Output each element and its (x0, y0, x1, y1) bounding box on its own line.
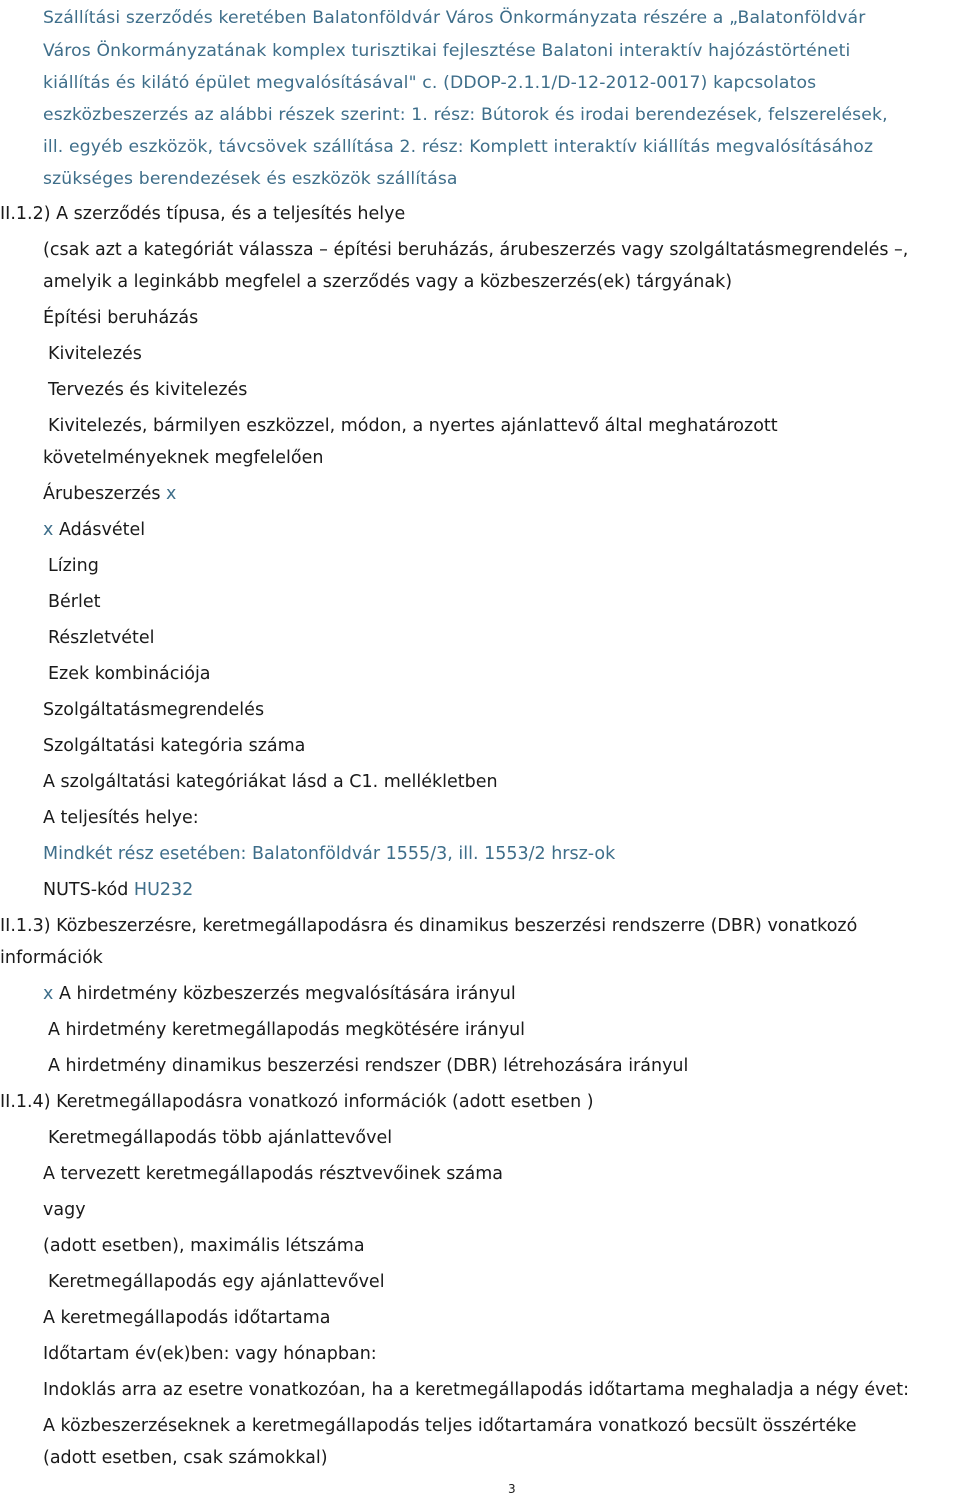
framework-multi-label: Keretmegállapodás több ajánlattevővel (48, 1128, 393, 1148)
works-option-any-means-1: Kivitelezés, bármilyen eszközzel, módon, a nyertes ajánlattevő által meghatározott (48, 416, 778, 436)
section-heading-ii-1-2: II.1.2) A szerződés típusa, és a teljesítés helye (0, 204, 406, 224)
works-option-any-means-2: követelményeknek megfelelően (43, 448, 324, 468)
framework-single-label: Keretmegállapodás egy ajánlattevővel (48, 1272, 385, 1292)
supplies-mark: x (166, 484, 177, 504)
works-label: Építési beruházás (43, 308, 199, 328)
service-category-note: A szolgáltatási kategóriákat lásd a C1. mellékletben (43, 772, 498, 792)
participants-label: A tervezett keretmegállapodás résztvevőinek száma (43, 1164, 503, 1184)
works-option-execution: Kivitelezés (48, 344, 142, 364)
procurement-mark: x (43, 984, 54, 1004)
max-label: (adott esetben), maximális létszáma (43, 1236, 365, 1256)
supplies-label: Árubeszerzés (43, 484, 161, 504)
intro-line-1: Szállítási szerződés keretében Balatonföldvár Város Önkormányzata részére a „Balatonföldvár (43, 8, 866, 28)
purchase-label: Adásvétel (58, 520, 146, 540)
framework-option-label: A hirdetmény keretmegállapodás megkötésére irányul (48, 1020, 526, 1040)
place-value: Mindkét rész esetében: Balatonföldvár 1555/3, ill. 1553/2 hrsz-ok (43, 844, 616, 864)
nuts-label: NUTS-kód (43, 880, 129, 900)
intro-line-3: kiállítás és kilátó épület megvalósításával" c. (DDOP-2.1.1/D-12-2012-0017) kapcsolatos (43, 73, 817, 93)
services-label: Szolgáltatásmegrendelés (43, 700, 265, 720)
nuts-value: HU232 (133, 880, 194, 900)
dbr-option-label: A hirdetmény dinamikus beszerzési rendszer (DBR) létrehozására irányul (48, 1056, 689, 1076)
justification-label: Indoklás arra az esetre vonatkozóan, ha a keretmegállapodás időtartama meghaladja a négy évet: (43, 1380, 910, 1400)
estimated-value-line-1: A közbeszerzéseknek a keretmegállapodás teljes időtartamára vonatkozó becsült összértéke (43, 1416, 857, 1436)
section-heading-ii-1-4: II.1.4) Keretmegállapodásra vonatkozó információk (adott esetben ) (0, 1092, 594, 1112)
or-label: vagy (43, 1200, 86, 1220)
intro-line-2: Város Önkormányzatának komplex turisztikai fejlesztése Balatoni interaktív hajózástörténeti (43, 41, 851, 61)
duration-unit-label: Időtartam év(ek)ben: vagy hónapban: (43, 1344, 377, 1364)
hire-purchase-label: Részletvétel (48, 628, 155, 648)
instruction-line-1: (csak azt a kategóriát válassza – építési beruházás, árubeszerzés vagy szolgáltatásmegrendelés –, (43, 240, 909, 260)
instruction-line-2: amelyik a leginkább megfelel a szerződés vagy a közbeszerzés(ek) tárgyának) (43, 272, 733, 292)
nuts-row (43, 878, 193, 902)
estimated-value-line-2: (adott esetben, csak számokkal) (43, 1448, 328, 1468)
page-number: 3 (508, 1482, 516, 1496)
purchase-mark: x (43, 520, 54, 540)
intro-line-5: ill. egyéb eszközök, távcsövek szállítása 2. rész: Komplett interaktív kiállítás megvalósításához (43, 137, 874, 157)
procurement-option-label: A hirdetmény közbeszerzés megvalósítására irányul (58, 984, 516, 1004)
service-category-label: Szolgáltatási kategória száma (43, 736, 306, 756)
section-heading-ii-1-3-line-1: II.1.3) Közbeszerzésre, keretmegállapodásra és dinamikus beszerzési rendszerre (DBR) vonatkozó (0, 916, 858, 936)
supplies-row (43, 482, 176, 506)
works-option-design-execution: Tervezés és kivitelezés (48, 380, 248, 400)
rental-label: Bérlet (48, 592, 101, 612)
combination-label: Ezek kombinációja (48, 664, 211, 684)
purchase-row (43, 518, 145, 542)
procurement-option-row (43, 982, 516, 1006)
intro-line-6: szükséges berendezések és eszközök szállítása (43, 169, 458, 189)
duration-label: A keretmegállapodás időtartama (43, 1308, 331, 1328)
intro-line-4: eszközbeszerzés az alábbi részek szerint: 1. rész: Bútorok és irodai berendezések, felszerelések, (43, 105, 888, 125)
place-label: A teljesítés helye: (43, 808, 199, 828)
section-heading-ii-1-3-line-2: információk (0, 948, 103, 968)
leasing-label: Lízing (48, 556, 99, 576)
